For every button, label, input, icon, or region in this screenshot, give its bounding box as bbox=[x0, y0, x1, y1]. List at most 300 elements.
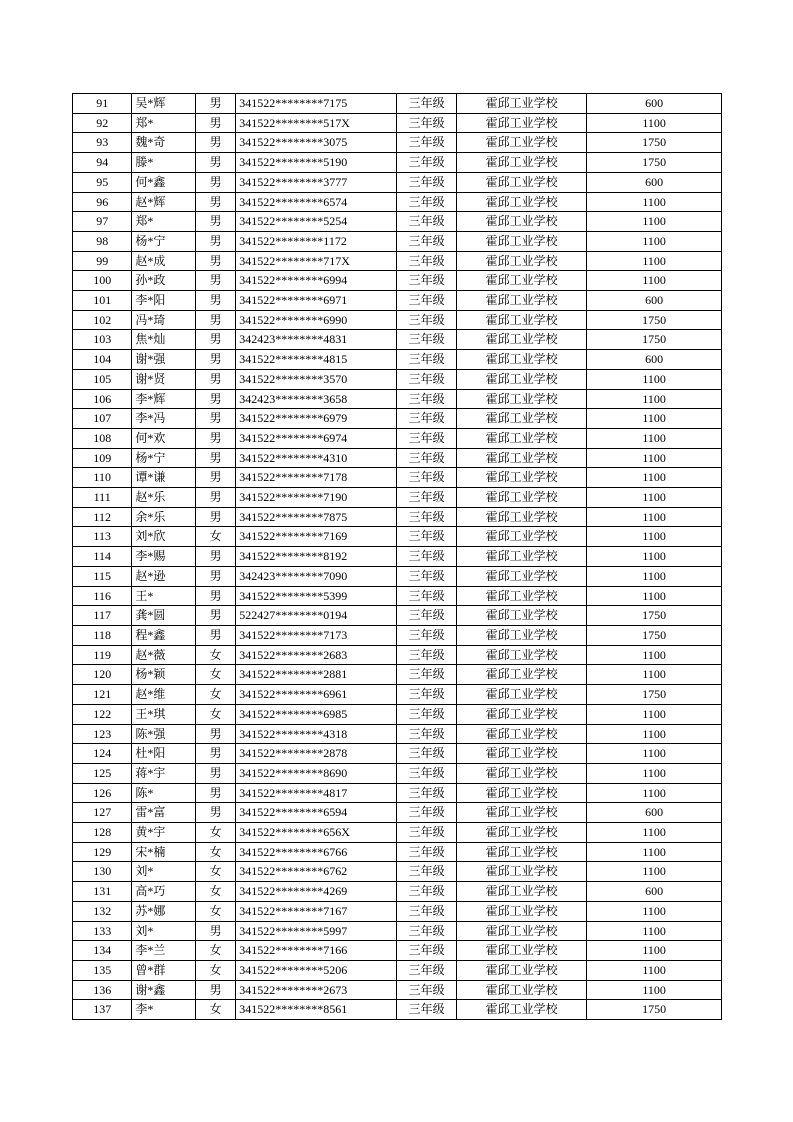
cell-name: 赵*薇 bbox=[132, 645, 196, 665]
cell-id-number: 341522********6971 bbox=[236, 291, 397, 311]
cell-no: 93 bbox=[73, 133, 132, 153]
cell-no: 128 bbox=[73, 823, 132, 843]
table-row bbox=[73, 172, 722, 192]
cell-school: 霍邱工业学校 bbox=[456, 113, 586, 133]
table-row bbox=[73, 901, 722, 921]
cell-no: 130 bbox=[73, 862, 132, 882]
cell-amount: 1100 bbox=[587, 428, 722, 448]
cell-grade: 三年级 bbox=[397, 685, 456, 705]
cell-gender: 男 bbox=[196, 291, 236, 311]
cell-no: 97 bbox=[73, 212, 132, 232]
cell-no: 125 bbox=[73, 763, 132, 783]
cell-amount: 1100 bbox=[587, 586, 722, 606]
table-row bbox=[73, 271, 722, 291]
cell-amount: 1100 bbox=[587, 724, 722, 744]
table-row bbox=[73, 448, 722, 468]
table-row bbox=[73, 842, 722, 862]
cell-gender: 男 bbox=[196, 389, 236, 409]
cell-name: 杜*阳 bbox=[132, 744, 196, 764]
cell-no: 110 bbox=[73, 468, 132, 488]
cell-grade: 三年级 bbox=[397, 409, 456, 429]
table-row bbox=[73, 369, 722, 389]
cell-gender: 男 bbox=[196, 586, 236, 606]
cell-amount: 1100 bbox=[587, 547, 722, 567]
cell-school: 霍邱工业学校 bbox=[456, 862, 586, 882]
cell-gender: 女 bbox=[196, 960, 236, 980]
cell-amount: 1750 bbox=[587, 1000, 722, 1020]
cell-grade: 三年级 bbox=[397, 369, 456, 389]
cell-amount: 1750 bbox=[587, 606, 722, 626]
cell-gender: 女 bbox=[196, 527, 236, 547]
cell-grade: 三年级 bbox=[397, 172, 456, 192]
cell-grade: 三年级 bbox=[397, 113, 456, 133]
cell-id-number: 341522********6994 bbox=[236, 271, 397, 291]
cell-school: 霍邱工业学校 bbox=[456, 428, 586, 448]
table-row bbox=[73, 685, 722, 705]
cell-no: 134 bbox=[73, 941, 132, 961]
cell-grade: 三年级 bbox=[397, 803, 456, 823]
cell-no: 109 bbox=[73, 448, 132, 468]
table-row bbox=[73, 1000, 722, 1020]
table-body bbox=[73, 94, 722, 1020]
cell-name: 谢*强 bbox=[132, 350, 196, 370]
cell-name: 谢*贤 bbox=[132, 369, 196, 389]
cell-school: 霍邱工业学校 bbox=[456, 448, 586, 468]
cell-school: 霍邱工业学校 bbox=[456, 488, 586, 508]
cell-amount: 1100 bbox=[587, 645, 722, 665]
cell-id-number: 341522********5399 bbox=[236, 586, 397, 606]
cell-amount: 600 bbox=[587, 94, 722, 114]
cell-name: 李*赐 bbox=[132, 547, 196, 567]
cell-id-number: 341522********5997 bbox=[236, 921, 397, 941]
cell-amount: 1100 bbox=[587, 231, 722, 251]
table-row bbox=[73, 941, 722, 961]
cell-school: 霍邱工业学校 bbox=[456, 586, 586, 606]
cell-school: 霍邱工业学校 bbox=[456, 507, 586, 527]
cell-grade: 三年级 bbox=[397, 941, 456, 961]
cell-id-number: 342423********3658 bbox=[236, 389, 397, 409]
cell-gender: 男 bbox=[196, 448, 236, 468]
cell-amount: 1100 bbox=[587, 665, 722, 685]
cell-grade: 三年级 bbox=[397, 606, 456, 626]
cell-no: 119 bbox=[73, 645, 132, 665]
cell-name: 赵*维 bbox=[132, 685, 196, 705]
cell-school: 霍邱工业学校 bbox=[456, 271, 586, 291]
cell-id-number: 341522********6762 bbox=[236, 862, 397, 882]
cell-no: 137 bbox=[73, 1000, 132, 1020]
cell-name: 刘* bbox=[132, 921, 196, 941]
cell-no: 92 bbox=[73, 113, 132, 133]
cell-name: 谭*谦 bbox=[132, 468, 196, 488]
cell-name: 龚*圆 bbox=[132, 606, 196, 626]
cell-no: 94 bbox=[73, 153, 132, 173]
cell-amount: 1100 bbox=[587, 921, 722, 941]
cell-gender: 男 bbox=[196, 192, 236, 212]
cell-grade: 三年级 bbox=[397, 901, 456, 921]
cell-name: 李*辉 bbox=[132, 389, 196, 409]
table-row bbox=[73, 704, 722, 724]
student-subsidy-table bbox=[72, 93, 722, 1020]
cell-school: 霍邱工业学校 bbox=[456, 251, 586, 271]
cell-amount: 1100 bbox=[587, 271, 722, 291]
cell-amount: 600 bbox=[587, 350, 722, 370]
cell-amount: 1100 bbox=[587, 941, 722, 961]
cell-amount: 1100 bbox=[587, 468, 722, 488]
cell-name: 宋*楠 bbox=[132, 842, 196, 862]
cell-gender: 男 bbox=[196, 488, 236, 508]
cell-name: 赵*成 bbox=[132, 251, 196, 271]
cell-gender: 男 bbox=[196, 744, 236, 764]
cell-no: 124 bbox=[73, 744, 132, 764]
cell-name: 刘* bbox=[132, 862, 196, 882]
cell-gender: 男 bbox=[196, 921, 236, 941]
cell-grade: 三年级 bbox=[397, 921, 456, 941]
cell-name: 李*兰 bbox=[132, 941, 196, 961]
cell-id-number: 342423********4831 bbox=[236, 330, 397, 350]
cell-name: 赵*逊 bbox=[132, 566, 196, 586]
cell-grade: 三年级 bbox=[397, 960, 456, 980]
cell-school: 霍邱工业学校 bbox=[456, 704, 586, 724]
table-row bbox=[73, 803, 722, 823]
cell-amount: 1100 bbox=[587, 862, 722, 882]
cell-no: 96 bbox=[73, 192, 132, 212]
cell-no: 133 bbox=[73, 921, 132, 941]
cell-id-number: 341522********8561 bbox=[236, 1000, 397, 1020]
cell-grade: 三年级 bbox=[397, 882, 456, 902]
cell-grade: 三年级 bbox=[397, 665, 456, 685]
cell-school: 霍邱工业学校 bbox=[456, 212, 586, 232]
cell-school: 霍邱工业学校 bbox=[456, 94, 586, 114]
cell-school: 霍邱工业学校 bbox=[456, 665, 586, 685]
cell-id-number: 341522********5206 bbox=[236, 960, 397, 980]
cell-school: 霍邱工业学校 bbox=[456, 783, 586, 803]
cell-id-number: 341522********3777 bbox=[236, 172, 397, 192]
cell-name: 李*阳 bbox=[132, 291, 196, 311]
cell-gender: 女 bbox=[196, 665, 236, 685]
table-row bbox=[73, 665, 722, 685]
cell-id-number: 341522********4318 bbox=[236, 724, 397, 744]
cell-gender: 男 bbox=[196, 369, 236, 389]
cell-id-number: 341522********4815 bbox=[236, 350, 397, 370]
cell-gender: 男 bbox=[196, 625, 236, 645]
cell-no: 106 bbox=[73, 389, 132, 409]
cell-name: 曾*群 bbox=[132, 960, 196, 980]
cell-gender: 女 bbox=[196, 823, 236, 843]
cell-school: 霍邱工业学校 bbox=[456, 901, 586, 921]
table-row bbox=[73, 468, 722, 488]
cell-no: 132 bbox=[73, 901, 132, 921]
cell-id-number: 341522********4817 bbox=[236, 783, 397, 803]
table-row bbox=[73, 783, 722, 803]
cell-grade: 三年级 bbox=[397, 842, 456, 862]
cell-no: 103 bbox=[73, 330, 132, 350]
cell-school: 霍邱工业学校 bbox=[456, 823, 586, 843]
cell-school: 霍邱工业学校 bbox=[456, 409, 586, 429]
cell-grade: 三年级 bbox=[397, 330, 456, 350]
table-row bbox=[73, 980, 722, 1000]
cell-school: 霍邱工业学校 bbox=[456, 744, 586, 764]
cell-name: 何*鑫 bbox=[132, 172, 196, 192]
cell-gender: 男 bbox=[196, 763, 236, 783]
cell-no: 98 bbox=[73, 231, 132, 251]
table-row bbox=[73, 251, 722, 271]
cell-gender: 女 bbox=[196, 882, 236, 902]
cell-amount: 1100 bbox=[587, 901, 722, 921]
cell-gender: 男 bbox=[196, 271, 236, 291]
cell-grade: 三年级 bbox=[397, 527, 456, 547]
cell-amount: 1100 bbox=[587, 488, 722, 508]
cell-grade: 三年级 bbox=[397, 625, 456, 645]
cell-name: 郑* bbox=[132, 113, 196, 133]
cell-no: 108 bbox=[73, 428, 132, 448]
cell-id-number: 341522********7875 bbox=[236, 507, 397, 527]
cell-grade: 三年级 bbox=[397, 389, 456, 409]
cell-name: 王* bbox=[132, 586, 196, 606]
cell-id-number: 522427********0194 bbox=[236, 606, 397, 626]
cell-name: 赵*乐 bbox=[132, 488, 196, 508]
cell-amount: 1100 bbox=[587, 704, 722, 724]
cell-name: 郑* bbox=[132, 212, 196, 232]
cell-amount: 1100 bbox=[587, 823, 722, 843]
cell-gender: 女 bbox=[196, 941, 236, 961]
cell-name: 冯*琦 bbox=[132, 310, 196, 330]
table-row bbox=[73, 507, 722, 527]
cell-name: 魏*奇 bbox=[132, 133, 196, 153]
cell-gender: 男 bbox=[196, 231, 236, 251]
cell-amount: 1750 bbox=[587, 310, 722, 330]
cell-gender: 女 bbox=[196, 704, 236, 724]
cell-gender: 男 bbox=[196, 803, 236, 823]
table-row bbox=[73, 409, 722, 429]
cell-school: 霍邱工业学校 bbox=[456, 1000, 586, 1020]
cell-id-number: 342423********7090 bbox=[236, 566, 397, 586]
cell-grade: 三年级 bbox=[397, 153, 456, 173]
cell-id-number: 341522********5254 bbox=[236, 212, 397, 232]
cell-amount: 1750 bbox=[587, 685, 722, 705]
cell-name: 杨*颖 bbox=[132, 665, 196, 685]
cell-amount: 1100 bbox=[587, 960, 722, 980]
cell-grade: 三年级 bbox=[397, 724, 456, 744]
cell-name: 李*冯 bbox=[132, 409, 196, 429]
cell-no: 116 bbox=[73, 586, 132, 606]
cell-school: 霍邱工业学校 bbox=[456, 803, 586, 823]
cell-school: 霍邱工业学校 bbox=[456, 350, 586, 370]
cell-no: 102 bbox=[73, 310, 132, 330]
cell-no: 99 bbox=[73, 251, 132, 271]
cell-no: 104 bbox=[73, 350, 132, 370]
cell-grade: 三年级 bbox=[397, 547, 456, 567]
cell-gender: 男 bbox=[196, 409, 236, 429]
table-row bbox=[73, 645, 722, 665]
cell-amount: 1100 bbox=[587, 507, 722, 527]
cell-grade: 三年级 bbox=[397, 133, 456, 153]
table-row bbox=[73, 921, 722, 941]
cell-grade: 三年级 bbox=[397, 231, 456, 251]
cell-id-number: 341522********7169 bbox=[236, 527, 397, 547]
cell-school: 霍邱工业学校 bbox=[456, 468, 586, 488]
cell-gender: 女 bbox=[196, 862, 236, 882]
cell-amount: 600 bbox=[587, 803, 722, 823]
cell-school: 霍邱工业学校 bbox=[456, 625, 586, 645]
cell-amount: 600 bbox=[587, 291, 722, 311]
cell-grade: 三年级 bbox=[397, 291, 456, 311]
cell-name: 高*巧 bbox=[132, 882, 196, 902]
cell-id-number: 341522********6990 bbox=[236, 310, 397, 330]
cell-gender: 男 bbox=[196, 606, 236, 626]
cell-amount: 1100 bbox=[587, 842, 722, 862]
cell-name: 孙*政 bbox=[132, 271, 196, 291]
cell-grade: 三年级 bbox=[397, 507, 456, 527]
cell-school: 霍邱工业学校 bbox=[456, 724, 586, 744]
cell-id-number: 341522********6979 bbox=[236, 409, 397, 429]
cell-id-number: 341522********6974 bbox=[236, 428, 397, 448]
table-row bbox=[73, 113, 722, 133]
cell-school: 霍邱工业学校 bbox=[456, 685, 586, 705]
cell-no: 127 bbox=[73, 803, 132, 823]
cell-id-number: 341522********6574 bbox=[236, 192, 397, 212]
cell-name: 黄*宇 bbox=[132, 823, 196, 843]
cell-id-number: 341522********7173 bbox=[236, 625, 397, 645]
cell-school: 霍邱工业学校 bbox=[456, 645, 586, 665]
cell-no: 123 bbox=[73, 724, 132, 744]
cell-no: 117 bbox=[73, 606, 132, 626]
cell-id-number: 341522********4269 bbox=[236, 882, 397, 902]
cell-gender: 女 bbox=[196, 901, 236, 921]
table-row bbox=[73, 231, 722, 251]
cell-no: 122 bbox=[73, 704, 132, 724]
cell-no: 120 bbox=[73, 665, 132, 685]
table-row bbox=[73, 291, 722, 311]
cell-id-number: 341522********717X bbox=[236, 251, 397, 271]
cell-id-number: 341522********656X bbox=[236, 823, 397, 843]
cell-name: 陈* bbox=[132, 783, 196, 803]
cell-grade: 三年级 bbox=[397, 783, 456, 803]
cell-grade: 三年级 bbox=[397, 212, 456, 232]
cell-id-number: 341522********7166 bbox=[236, 941, 397, 961]
cell-id-number: 341522********3570 bbox=[236, 369, 397, 389]
cell-no: 100 bbox=[73, 271, 132, 291]
cell-name: 蒋*宇 bbox=[132, 763, 196, 783]
cell-grade: 三年级 bbox=[397, 468, 456, 488]
table-row bbox=[73, 488, 722, 508]
cell-grade: 三年级 bbox=[397, 488, 456, 508]
cell-grade: 三年级 bbox=[397, 645, 456, 665]
cell-school: 霍邱工业学校 bbox=[456, 192, 586, 212]
cell-grade: 三年级 bbox=[397, 192, 456, 212]
cell-id-number: 341522********8690 bbox=[236, 763, 397, 783]
cell-school: 霍邱工业学校 bbox=[456, 389, 586, 409]
cell-id-number: 341522********6961 bbox=[236, 685, 397, 705]
cell-school: 霍邱工业学校 bbox=[456, 921, 586, 941]
cell-school: 霍邱工业学校 bbox=[456, 882, 586, 902]
cell-amount: 1100 bbox=[587, 369, 722, 389]
cell-gender: 女 bbox=[196, 685, 236, 705]
cell-amount: 1100 bbox=[587, 763, 722, 783]
cell-gender: 男 bbox=[196, 113, 236, 133]
cell-grade: 三年级 bbox=[397, 744, 456, 764]
table-row bbox=[73, 192, 722, 212]
table-row bbox=[73, 606, 722, 626]
cell-no: 111 bbox=[73, 488, 132, 508]
cell-school: 霍邱工业学校 bbox=[456, 291, 586, 311]
cell-grade: 三年级 bbox=[397, 763, 456, 783]
cell-name: 赵*辉 bbox=[132, 192, 196, 212]
cell-id-number: 341522********2878 bbox=[236, 744, 397, 764]
cell-gender: 男 bbox=[196, 980, 236, 1000]
cell-name: 焦*灿 bbox=[132, 330, 196, 350]
table-row bbox=[73, 310, 722, 330]
cell-amount: 1100 bbox=[587, 192, 722, 212]
cell-school: 霍邱工业学校 bbox=[456, 547, 586, 567]
table-row bbox=[73, 586, 722, 606]
cell-school: 霍邱工业学校 bbox=[456, 172, 586, 192]
cell-name: 王*琪 bbox=[132, 704, 196, 724]
cell-amount: 1750 bbox=[587, 330, 722, 350]
table-row bbox=[73, 527, 722, 547]
cell-school: 霍邱工业学校 bbox=[456, 842, 586, 862]
cell-no: 107 bbox=[73, 409, 132, 429]
cell-name: 吴*辉 bbox=[132, 94, 196, 114]
table-row bbox=[73, 547, 722, 567]
cell-school: 霍邱工业学校 bbox=[456, 566, 586, 586]
cell-id-number: 341522********2683 bbox=[236, 645, 397, 665]
cell-name: 杨*宁 bbox=[132, 231, 196, 251]
cell-amount: 1100 bbox=[587, 448, 722, 468]
cell-name: 雷*富 bbox=[132, 803, 196, 823]
cell-grade: 三年级 bbox=[397, 1000, 456, 1020]
cell-gender: 男 bbox=[196, 428, 236, 448]
cell-grade: 三年级 bbox=[397, 862, 456, 882]
cell-gender: 男 bbox=[196, 172, 236, 192]
cell-amount: 1100 bbox=[587, 409, 722, 429]
cell-gender: 男 bbox=[196, 212, 236, 232]
cell-grade: 三年级 bbox=[397, 94, 456, 114]
cell-grade: 三年级 bbox=[397, 586, 456, 606]
cell-school: 霍邱工业学校 bbox=[456, 153, 586, 173]
cell-school: 霍邱工业学校 bbox=[456, 941, 586, 961]
cell-amount: 1750 bbox=[587, 625, 722, 645]
cell-id-number: 341522********517X bbox=[236, 113, 397, 133]
cell-no: 129 bbox=[73, 842, 132, 862]
cell-gender: 男 bbox=[196, 350, 236, 370]
cell-no: 131 bbox=[73, 882, 132, 902]
cell-amount: 1100 bbox=[587, 212, 722, 232]
cell-amount: 1750 bbox=[587, 133, 722, 153]
table-row bbox=[73, 823, 722, 843]
cell-id-number: 341522********1172 bbox=[236, 231, 397, 251]
cell-amount: 1750 bbox=[587, 153, 722, 173]
cell-amount: 1100 bbox=[587, 113, 722, 133]
cell-gender: 男 bbox=[196, 310, 236, 330]
cell-school: 霍邱工业学校 bbox=[456, 606, 586, 626]
cell-id-number: 341522********7175 bbox=[236, 94, 397, 114]
cell-school: 霍邱工业学校 bbox=[456, 330, 586, 350]
cell-grade: 三年级 bbox=[397, 823, 456, 843]
cell-school: 霍邱工业学校 bbox=[456, 527, 586, 547]
table-row bbox=[73, 862, 722, 882]
table-row bbox=[73, 133, 722, 153]
cell-no: 118 bbox=[73, 625, 132, 645]
cell-school: 霍邱工业学校 bbox=[456, 763, 586, 783]
cell-gender: 男 bbox=[196, 330, 236, 350]
table-row bbox=[73, 882, 722, 902]
cell-amount: 1100 bbox=[587, 744, 722, 764]
cell-school: 霍邱工业学校 bbox=[456, 231, 586, 251]
cell-grade: 三年级 bbox=[397, 566, 456, 586]
cell-name: 余*乐 bbox=[132, 507, 196, 527]
cell-gender: 女 bbox=[196, 1000, 236, 1020]
cell-school: 霍邱工业学校 bbox=[456, 310, 586, 330]
